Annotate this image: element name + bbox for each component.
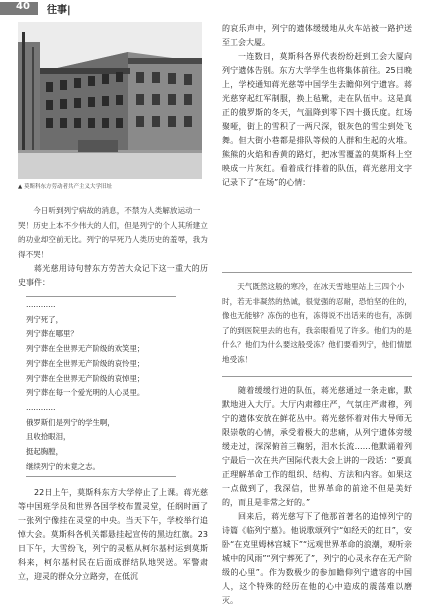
- running-title: 往事|: [47, 5, 71, 16]
- mourning-quote-text: 今日听到列宁病故的消息，不禁为人类解放运动一哭！历史上本不少伟大的人们，但是列宁的个人其所建立的功业却空前无比。列宁的早死乃人类历史的羞辱，我为得不哭！: [18, 206, 208, 259]
- right-paragraph-3: 随着缓缓行进的队伍，蒋光慈通过一条走廊，默默地进入大厅。大厅内肃穆庄严，气氛庄严肃穆，列宁的遗体安放在鲜花丛中。蒋光慈怀着对伟大导师无限崇敬的心情，承受着极大的悲痛，从列宁遗体旁缓缓走过，深深俯首三鞠躬，泪水长流……他默诵着列宁最后一次在共产国际代表大会上讲的一段话：“要真正理解革命工作的组织、结构、方法和内容。如果这一点做到了，我深信，世界革命的前途不但是美好的，而且是非常之好的。”: [222, 386, 412, 507]
- verse-line: 列宁葬在哪里？: [26, 329, 78, 339]
- verse-line: …………: [26, 402, 56, 412]
- witness-quote: [222, 280, 412, 368]
- poem-verse: [26, 298, 208, 474]
- right-column-lower: [222, 384, 412, 608]
- left-intro-paragraph: [18, 262, 208, 290]
- witness-quote-text: 天气既然这般的寒冷，在冰天雪地里站上三四个小时，若无非凝然的热诚，很觉强的忍耐，恐怕坚的住的，像也无能够？冻伤的也有，冻得说不出话来的也有，冻倒了的到医院里去的也有，我亲眼看见了许多。他们为的是什么？他们为什么要这般受冻？他们要看列宁，他们情愿地受冻！: [222, 282, 412, 364]
- quote-bottom-rule: [222, 376, 412, 377]
- verse-top-rule: [26, 296, 176, 297]
- page-header: [0, 0, 427, 20]
- right-top-text: 的哀乐声中，列宁的遗体缓缓地从火车站被一路护送至工会大厦。: [222, 24, 412, 47]
- verse-line: 挺起胸膛，: [26, 447, 63, 457]
- page-number: 40: [16, 1, 30, 12]
- verse-line: 列宁葬在每一个爱光明的人心灵里。: [26, 388, 145, 398]
- building-photo-image: [18, 22, 202, 179]
- right-column-text: [222, 22, 412, 190]
- verse-line: 且收拾眼泪，: [26, 432, 71, 442]
- verse-bottom-rule: [26, 476, 176, 477]
- mourning-quote: [18, 204, 208, 262]
- verse-line: 继续列宁的未竟之志。: [26, 461, 100, 471]
- left-body-paragraph: [18, 486, 208, 584]
- right-paragraph-2: 一连数日，莫斯科各界代表纷纷赶到工会大厦向列宁遗体告别。东方大学学生也将集体前往。25日晚上，学校通知蒋光慈等中国学生去瞻仰列宁遗容。蒋光慈穿起红军制服，换上毡靴，走在队伍中。这是真正的俄罗斯的冬天，气温降到零下四十摄氏度。红场聚哑，街上的雪积了一两尺深，银灰色的雪尘到处飞舞。但大街小巷都是排队等候的人群和生起的火堆。熊熊的火焰和香黄的路灯，把冰雪覆盖的莫斯科上空映成一片灰红。看着成行排着的队伍，蒋光慈用文字记录下了“在场”的心情：: [222, 52, 412, 187]
- verse-line: 列宁葬在全世界无产阶级的哀怜里；: [26, 358, 145, 368]
- photo-caption: ▲ 莫斯科东方劳动者共产主义大学旧址: [18, 184, 112, 190]
- left-body-text: 22日上午，莫斯科东方大学停止了上课。蒋光慈等中国班学员和世界各国学校布置灵堂，任纲时画了一张列宁像挂在灵堂的中央。当天下午，学校举行追悼大会。莫斯科各机关都悬挂起宣传的黑边红旗。23日下午，大雪纷飞，列宁的灵柩从柯尔基村运到莫斯科来，柯尔基村民在后面成群结队地哭送。军警肃立，迎灵的群众分立路旁，在低沉: [18, 488, 208, 581]
- verse-line: 列宁葬在全世界无产阶级的哀悼里；: [26, 373, 145, 383]
- verse-line: 列宁死了，: [26, 314, 63, 324]
- left-intro-text: 蒋光慈用诗句替东方劳苦大众记下这一重大的历史事件：: [18, 264, 208, 287]
- quote-top-rule: [222, 272, 412, 273]
- historic-building-photo: [18, 22, 202, 179]
- verse-ellipsis-top: …………: [26, 300, 56, 309]
- verse-line: 列宁葬在全世界无产阶级的欢笑里；: [26, 344, 145, 354]
- right-paragraph-4: 回来后，蒋光慈写下了他那首著名的追悼列宁的诗篇《临列宁墓》。他说歌颂列宁“如经天的红日”，安卧“在克里姆林宫城下”“远观世界革命的浪潮，观听亲城中的风雨”“列宁葬死了”，列宁的心灵永存在无产阶级的心里”。作为数极少的参加瞻仰列宁遗容的中国人，这个特殊的经历在他的心中造成的震荡难以磨灭。: [222, 512, 412, 605]
- verse-line: 俄罗斯们是列宁的学生啊，: [26, 417, 115, 427]
